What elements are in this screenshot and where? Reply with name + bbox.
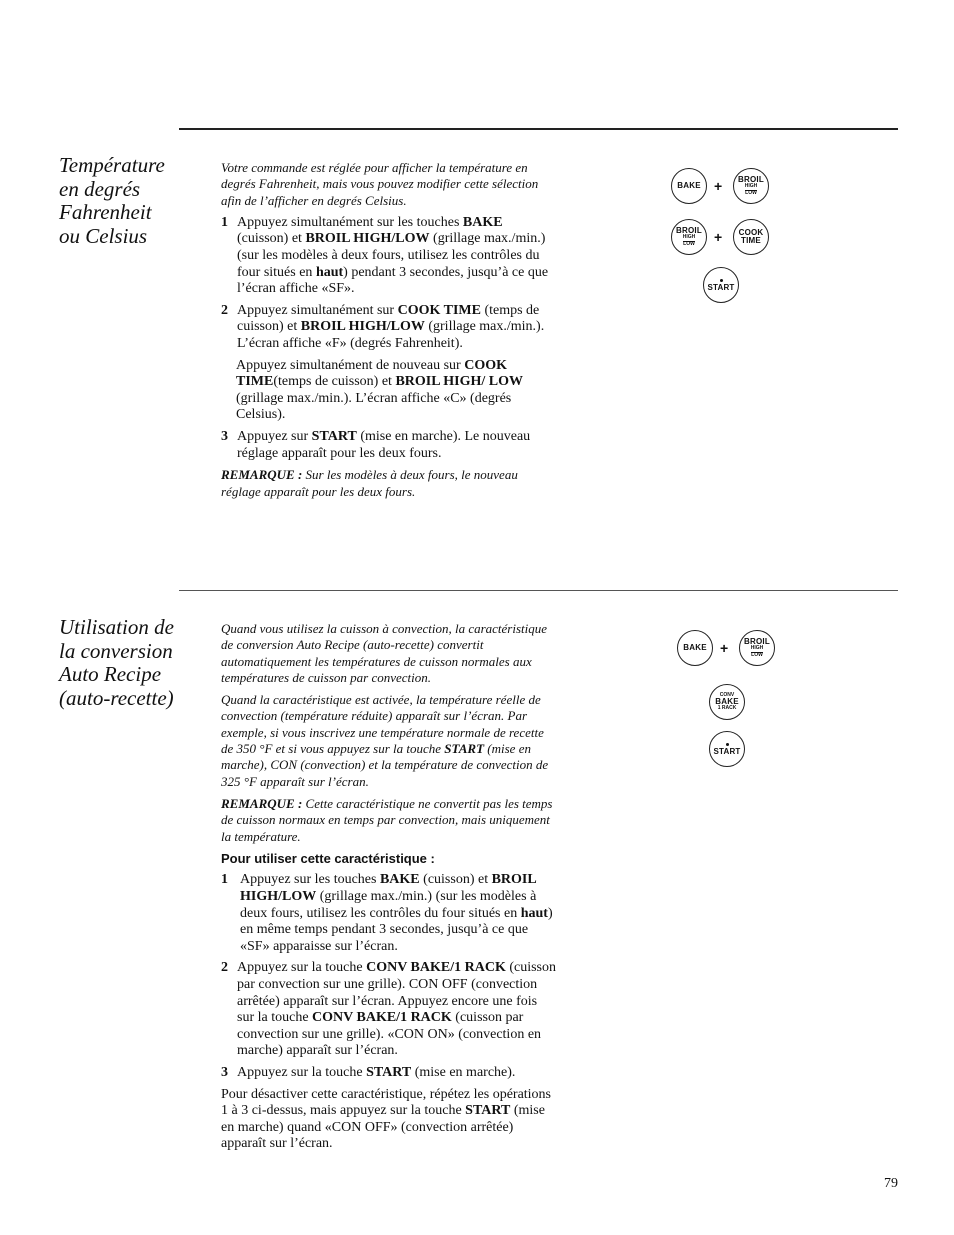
section2-intro-1: Quand vous utilisez la cuisson à convection, la caractéristique de conversion Auto Recipe (auto-recette) convertit automatiquement les températures de cuisson normales aux températures de cuisson par convection.: [221, 621, 548, 685]
indicator-dot-icon: [726, 743, 729, 746]
step-number: 2: [221, 302, 228, 318]
section2-intro-2: [221, 692, 556, 790]
page-number: 79: [884, 1176, 898, 1191]
step-key: BROIL HIGH/ LOW: [395, 374, 524, 390]
step-text: (mise en marche).: [411, 1064, 516, 1080]
step-text: (grillage max./min.) (sur les modèles à deux fours, utilisez les contrôles du four situés en: [240, 889, 537, 921]
section2-closing: [221, 1087, 556, 1153]
step-key: BROIL HIGH/LOW: [240, 872, 536, 905]
section1-step-2: [221, 303, 556, 353]
step-text: ) en même temps pendant 3 secondes, jusqu’à ce que «SF» apparaisse sur l’écran.: [240, 905, 553, 954]
section2-subheading: Pour utiliser cette caractéristique :: [221, 850, 435, 866]
step-text: Appuyez simultanément sur: [237, 302, 398, 318]
step-text: (mise en marche). Le nouveau réglage apparaît pour les deux fours.: [237, 429, 531, 461]
step-key: COOK TIME: [397, 302, 481, 318]
step-key: BAKE: [462, 214, 503, 230]
step-text: (grillage max./min.). L’écran affiche «C» (degrés Celsius).: [236, 390, 512, 423]
section1-step-1: [221, 215, 556, 298]
step-text: (cuisson) et: [237, 231, 306, 247]
closing-key: START: [465, 1103, 511, 1119]
start-key-icon: START: [709, 731, 745, 767]
step-key: BROIL HIGH/LOW: [305, 231, 430, 247]
step-text: (temps de cuisson) et: [237, 302, 540, 335]
start-key-icon: START: [703, 267, 739, 303]
note-label: REMARQUE :: [221, 795, 303, 811]
closing-text: Pour désactiver cette caractéristique, répétez les opérations 1 à 3 ci-dessus, mais appuyez sur la touche: [221, 1086, 552, 1119]
step-key: START: [311, 429, 357, 445]
step-text: Appuyez sur la touche: [237, 1064, 367, 1080]
step-text: (grillage max./min.) (sur les modèles à deux fours, utilisez les contrôles du four situés en: [237, 231, 546, 280]
broil-high-low-key-icon: BROIL HIGH LOW: [733, 168, 769, 204]
step-text: (cuisson par convection sur une grille). CON OFF (convection arrêtée) apparaît sur l’écran. Appuyez encore une fois sur la touche: [237, 960, 557, 1026]
section1-step-2-continued: [236, 358, 556, 424]
intro-key: START: [444, 741, 485, 757]
plus-icon: +: [714, 229, 723, 245]
bake-key-icon: BAKE: [677, 630, 713, 666]
step-text: (cuisson) et: [419, 872, 492, 888]
intro-text: (mise en marche), CON (convection) et la température de convection de 325 °F apparaît sur l’écran.: [221, 741, 549, 789]
step-number: 2: [221, 960, 228, 976]
step-number: 1: [221, 872, 228, 888]
intro-text: Quand la caractéristique est activée, la température réelle de convection (température réduite) apparaît sur l’écran. Par exemple, si vous inscrivez une température normale de recette de 350 °F et si vous appuyez sur la touche: [221, 692, 544, 757]
step-text: Appuyez sur la touche: [237, 960, 367, 976]
step-key: CONV BAKE/1 RACK: [312, 1010, 452, 1026]
indicator-dot-icon: [720, 279, 723, 282]
step-key: COOK TIME: [236, 357, 507, 390]
section2-body: [221, 621, 556, 1158]
closing-text: (mise en marche) quand «CON OFF» (convection arrêtée) apparaît sur l’écran.: [221, 1103, 545, 1152]
step-text: ) pendant 3 secondes, jusqu’à ce que l’écran affiche «SF».: [237, 264, 549, 297]
top-rule: [179, 128, 898, 130]
step-text: (temps de cuisson) et: [273, 374, 396, 390]
section1-body: [221, 160, 556, 500]
section2-step-1: [221, 872, 556, 955]
section2-step-3: [221, 1065, 556, 1082]
section1-heading: Température en degrés Fahrenheit ou Celsius: [59, 153, 165, 248]
section2-note: [221, 796, 556, 845]
note-label: REMARQUE :: [221, 467, 303, 483]
conv-bake-1-rack-key-icon: CONV BAKE 1 RACK: [709, 684, 745, 720]
step-number: 3: [221, 1064, 228, 1080]
section2-step-2: [221, 960, 556, 1060]
cook-time-key-icon: COOK TIME: [733, 219, 769, 255]
note-text: Cette caractéristique ne convertit pas les temps de cuisson normaux en temps par convection, mais uniquement la température.: [221, 795, 553, 844]
step-text: Appuyez simultanément de nouveau sur: [236, 357, 465, 373]
section1-intro: Votre commande est réglée pour afficher la température en degrés Fahrenheit, mais vous pouvez modifier cette sélection afin de l’afficher en degrés Celsius.: [221, 160, 539, 208]
step-text: Appuyez sur: [237, 429, 312, 445]
step-key: START: [366, 1064, 412, 1080]
note-text: Sur les modèles à deux fours, le nouveau réglage apparaît pour les deux fours.: [221, 467, 518, 499]
bake-key-icon: BAKE: [671, 168, 707, 204]
step-text: (grillage max./min.). L’écran affiche «F» (degrés Fahrenheit).: [237, 319, 545, 352]
step-key: haut: [520, 905, 548, 921]
section1-step-3: [221, 429, 556, 462]
section2-heading: Utilisation de la conversion Auto Recipe (auto-recette): [59, 615, 174, 710]
step-text: (cuisson par convection sur une grille). «CON ON» (convection en marche) apparaît sur l’écran.: [237, 1010, 542, 1059]
step-key: BROIL HIGH/LOW: [300, 319, 425, 335]
step-text: Appuyez simultanément sur les touches: [237, 214, 463, 230]
step-number: 3: [221, 429, 228, 445]
step-key: haut: [315, 264, 344, 280]
section-divider: [179, 590, 898, 591]
step-text: Appuyez sur les touches: [240, 872, 380, 888]
section1-note: [221, 467, 556, 500]
broil-high-low-key-icon: BROIL HIGH LOW: [671, 219, 707, 255]
broil-high-low-key-icon: BROIL HIGH LOW: [739, 630, 775, 666]
step-key: CONV BAKE/1 RACK: [366, 960, 506, 976]
step-key: BAKE: [379, 872, 420, 888]
plus-icon: +: [720, 640, 729, 656]
step-number: 1: [221, 214, 228, 230]
plus-icon: +: [714, 178, 723, 194]
